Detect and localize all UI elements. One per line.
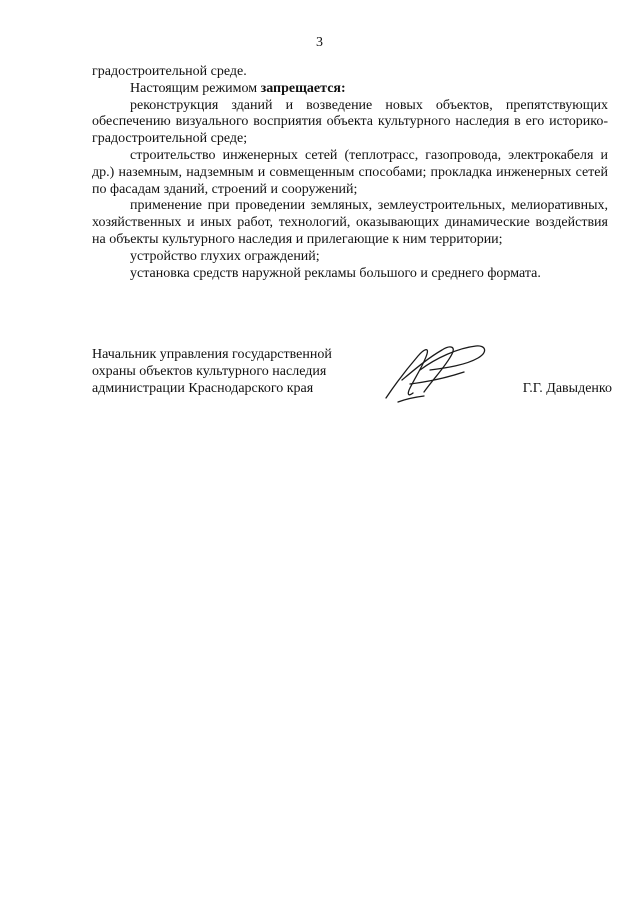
prohibition-item: устройство глухих ограждений; [130, 248, 320, 264]
prohibition-item: применение при проведении земляных, землеустроительных, мелиоративных, хозяйственных и иных работ, технологий, оказывающих динамические воздействия на объекты культурного наследия и прилегающие к ним территории; [92, 198, 608, 247]
prohibition-item: установка средств наружной рекламы большого и среднего формата. [130, 265, 541, 281]
signer-position [92, 346, 372, 397]
signer-position-line: Начальник управления государственной [92, 347, 332, 362]
intro-text: Настоящим режимом [130, 80, 261, 96]
intro-bold-text: запрещается: [260, 80, 346, 96]
paragraph-prohibitions-intro [92, 81, 608, 98]
document-body [92, 64, 608, 282]
signer-position-line: охраны объектов культурного наследия [92, 364, 327, 379]
signer-name: Г.Г. Давыденко [522, 381, 612, 396]
paragraph-continuation: градостроительной среде. [92, 64, 247, 79]
handwritten-signature [380, 340, 490, 404]
prohibition-item: строительство инженерных сетей (теплотрасс, газопровода, электрокабеля и др.) наземным, надземным и совмещенным способами; прокладка инженерных сетей по фасадам зданий, строений и сооружений; [92, 147, 608, 197]
signer-position-line: администрации Краснодарского края [92, 381, 314, 396]
page-number: 3 [316, 35, 323, 50]
prohibition-item: реконструкция зданий и возведение новых объектов, препятствующих обеспечению визуального восприятия объекта культурного наследия в его историко-градостроительной среде; [92, 97, 608, 147]
signature-block [92, 340, 612, 420]
